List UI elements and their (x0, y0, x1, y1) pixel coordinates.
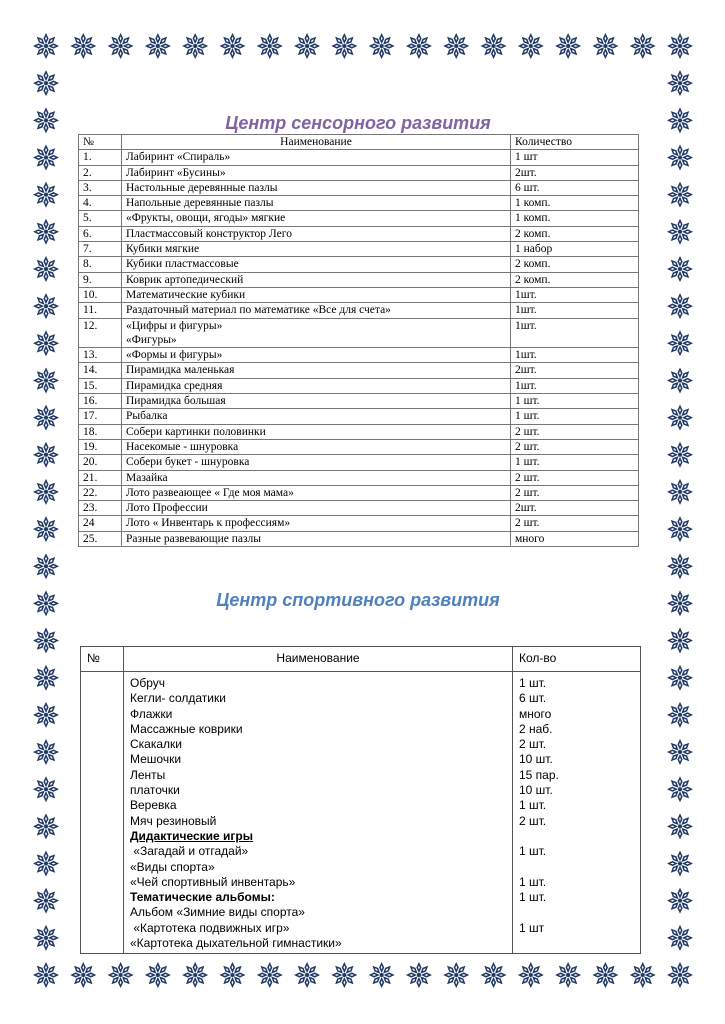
sport-item-name: Скакалки (130, 737, 182, 752)
table-row (79, 318, 639, 348)
sensory-center-title: Центр сенсорного развития (225, 113, 491, 133)
item-quantity: 2 комп. (511, 272, 639, 287)
snowflake-ornament-icon (667, 590, 693, 616)
snowflake-ornament-icon (257, 962, 283, 988)
sport-item-name: Тематические альбомы: (130, 890, 275, 905)
item-name-line: Разные развевающие пазлы (126, 532, 261, 545)
snowflake-ornament-icon (667, 665, 693, 691)
row-number: 4. (79, 196, 122, 211)
snowflake-ornament-icon (33, 516, 59, 542)
snowflake-ornament-icon (555, 962, 581, 988)
header-number: № (81, 647, 124, 672)
row-number: 7. (79, 242, 122, 257)
sport-item-name: Обруч (130, 676, 165, 690)
row-number: 1. (79, 150, 122, 165)
snowflake-ornament-icon (33, 330, 59, 356)
item-name (122, 272, 511, 287)
item-name (122, 165, 511, 180)
item-name-line: Кубики мягкие (126, 243, 200, 256)
table-row (79, 272, 639, 287)
sport-item-name: Массажные коврики (130, 721, 243, 736)
item-name-line: Лабиринт «Спираль» (126, 151, 231, 164)
item-name-line: Лото Профессии (126, 502, 208, 515)
item-name-line: Коврик артопедический (126, 273, 244, 286)
table-row (79, 470, 639, 485)
item-quantity: 1шт. (511, 378, 639, 393)
number-cell (81, 672, 124, 954)
snowflake-ornament-icon (33, 33, 59, 59)
snowflake-ornament-icon (667, 479, 693, 505)
item-name-line: Математические кубики (126, 288, 246, 301)
item-quantity: 1 комп. (511, 211, 639, 226)
item-quantity: 6 шт. (511, 180, 639, 195)
sport-item-quantity: 1 шт. (519, 798, 547, 813)
item-name (122, 531, 511, 546)
sport-item-quantity (519, 829, 634, 844)
row-number: 21. (79, 470, 122, 485)
header-quantity: Количество (511, 135, 639, 150)
item-quantity: 1шт. (511, 287, 639, 302)
table-row (79, 348, 639, 363)
sport-item-name: Кегли- солдатики (130, 691, 226, 706)
table-row (79, 409, 639, 424)
snowflake-ornament-icon (70, 962, 96, 988)
snowflake-ornament-icon (219, 962, 245, 988)
snowflake-ornament-icon (33, 405, 59, 431)
item-quantity: 2 комп. (511, 257, 639, 272)
item-name (122, 409, 511, 424)
row-number: 13. (79, 348, 122, 363)
snowflake-ornament-icon (33, 553, 59, 579)
snowflake-ornament-icon (667, 442, 693, 468)
snowflake-ornament-icon (182, 962, 208, 988)
sport-item-name: Мешочки (130, 752, 182, 767)
row-number: 14. (79, 363, 122, 378)
sport-item-quantity: 2 шт. (519, 737, 547, 752)
item-quantity: 2 шт. (511, 424, 639, 439)
item-name (122, 318, 511, 348)
row-number: 23. (79, 501, 122, 516)
sport-item-quantity: 6 шт. (519, 691, 547, 706)
sport-item-name: «Картотека подвижных игр» (130, 920, 290, 935)
snowflake-ornament-icon (667, 107, 693, 133)
item-quantity: 2шт. (511, 501, 639, 516)
snowflake-ornament-icon (667, 851, 693, 877)
snowflake-ornament-icon (33, 590, 59, 616)
snowflake-ornament-icon (406, 962, 432, 988)
item-name-line: Лабиринт «Бусины» (126, 166, 226, 179)
item-quantity: много (511, 531, 639, 546)
snowflake-ornament-icon (667, 628, 693, 654)
snowflake-ornament-icon (667, 70, 693, 96)
item-name-line: Собери букет - шнуровка (126, 456, 250, 469)
row-number: 17. (79, 409, 122, 424)
item-quantity: 2шт. (511, 363, 639, 378)
item-name (122, 485, 511, 500)
sport-item-name: «Картотека дыхательной гимнастики» (130, 936, 342, 951)
snowflake-ornament-icon (33, 776, 59, 802)
sport-item-name: «Чей спортивный инвентарь» (130, 874, 296, 889)
snowflake-ornament-icon (33, 219, 59, 245)
item-name-line: Лото « Инвентарь к профессиям» (126, 517, 291, 530)
snowflake-ornament-icon (33, 256, 59, 282)
item-name (122, 455, 511, 470)
snowflake-ornament-icon (667, 739, 693, 765)
item-name (122, 196, 511, 211)
item-name (122, 378, 511, 393)
header-name: Наименование (124, 647, 513, 672)
row-number: 16. (79, 394, 122, 409)
item-name-line: «Фрукты, овощи, ягоды» мягкие (126, 212, 286, 225)
sport-item-quantity: 10 шт. (519, 783, 553, 798)
snowflake-ornament-icon (33, 665, 59, 691)
item-name (122, 211, 511, 226)
item-quantity: 1 шт. (511, 455, 639, 470)
sport-item-name: Дидактические игры (130, 828, 253, 843)
item-name (122, 180, 511, 195)
item-name-line: Раздаточный материал по математике «Все для счета» (126, 304, 391, 317)
item-name (122, 226, 511, 241)
snowflake-ornament-icon (331, 33, 357, 59)
snowflake-ornament-icon (667, 330, 693, 356)
sport-item-quantity (519, 905, 634, 920)
item-name-line: Лото развеающее « Где моя мама» (126, 486, 294, 499)
snowflake-ornament-icon (294, 33, 320, 59)
table-row (79, 424, 639, 439)
snowflake-ornament-icon (667, 33, 693, 59)
table-row (79, 378, 639, 393)
table-row (79, 516, 639, 531)
snowflake-ornament-icon (33, 628, 59, 654)
snowflake-ornament-icon (108, 33, 134, 59)
row-number: 19. (79, 439, 122, 454)
item-name (122, 287, 511, 302)
item-quantity: 1шт. (511, 303, 639, 318)
item-quantity: 2 шт. (511, 470, 639, 485)
row-number: 18. (79, 424, 122, 439)
item-name (122, 424, 511, 439)
snowflake-ornament-icon (108, 962, 134, 988)
table-row (79, 455, 639, 470)
row-number: 11. (79, 303, 122, 318)
item-name (122, 470, 511, 485)
item-name-line: Собери картинки половинки (126, 425, 266, 438)
table-row (79, 242, 639, 257)
snowflake-ornament-icon (33, 888, 59, 914)
sport-item-quantity: много (519, 706, 552, 721)
quantities-cell (513, 672, 641, 954)
sport-center-title: Центр спортивного развития (216, 590, 500, 610)
item-name (122, 439, 511, 454)
row-number: 25. (79, 531, 122, 546)
sport-item-name: платочки (130, 783, 180, 798)
item-name (122, 363, 511, 378)
sport-item-name: Мяч резиновый (130, 813, 217, 828)
table-row (79, 531, 639, 546)
item-quantity: 2 шт. (511, 516, 639, 531)
snowflake-ornament-icon (667, 219, 693, 245)
snowflake-ornament-icon (369, 33, 395, 59)
snowflake-ornament-icon (667, 516, 693, 542)
snowflake-ornament-icon (667, 925, 693, 951)
item-quantity: 2 комп. (511, 226, 639, 241)
table-row (79, 257, 639, 272)
item-quantity: 1 шт (511, 150, 639, 165)
snowflake-ornament-icon (294, 962, 320, 988)
sport-item-name: «Загадай и отгадай» (130, 844, 249, 859)
header-quantity: Кол-во (513, 647, 641, 672)
snowflake-ornament-icon (33, 702, 59, 728)
item-name (122, 516, 511, 531)
item-name-line: Пирамидка большая (126, 395, 226, 408)
sport-item-quantity (519, 860, 634, 875)
item-name-line: «Фигуры» (126, 333, 177, 346)
snowflake-ornament-icon (667, 405, 693, 431)
item-name (122, 303, 511, 318)
snowflake-ornament-icon (70, 33, 96, 59)
header-name: Наименование (122, 135, 511, 150)
table-header-row (79, 135, 639, 150)
row-number: 6. (79, 226, 122, 241)
snowflake-ornament-icon (257, 33, 283, 59)
item-name (122, 501, 511, 516)
item-name-line: Кубики пластмассовые (126, 258, 239, 271)
snowflake-ornament-icon (182, 33, 208, 59)
snowflake-ornament-icon (369, 962, 395, 988)
snowflake-ornament-icon (145, 962, 171, 988)
snowflake-ornament-icon (33, 442, 59, 468)
table-row (81, 672, 641, 954)
item-quantity: 2 шт. (511, 439, 639, 454)
row-number: 22. (79, 485, 122, 500)
snowflake-ornament-icon (630, 962, 656, 988)
item-quantity: 1 комп. (511, 196, 639, 211)
item-name-line: Рыбалка (126, 410, 168, 423)
row-number: 20. (79, 455, 122, 470)
item-name-line: «Формы и фигуры» (126, 349, 223, 362)
sport-item-quantity: 1 шт. (519, 676, 547, 690)
item-quantity: 1 набор (511, 242, 639, 257)
table-header-row (81, 647, 641, 672)
row-number: 12. (79, 318, 122, 348)
row-number: 2. (79, 165, 122, 180)
table-row (79, 363, 639, 378)
snowflake-ornament-icon (145, 33, 171, 59)
sport-item-quantity: 1 шт. (519, 844, 547, 859)
table-row (79, 303, 639, 318)
item-quantity: 2шт. (511, 165, 639, 180)
sensory-inventory-table (78, 134, 639, 547)
sport-item-quantity: 2 шт. (519, 813, 547, 828)
snowflake-ornament-icon (667, 813, 693, 839)
table-row (79, 485, 639, 500)
sport-item-name: Веревка (130, 798, 177, 813)
sport-inventory-table (80, 646, 641, 954)
item-name-line: Мазайка (126, 471, 168, 484)
snowflake-ornament-icon (33, 479, 59, 505)
snowflake-ornament-icon (518, 962, 544, 988)
row-number: 24 (79, 516, 122, 531)
table-row (79, 180, 639, 195)
row-number: 5. (79, 211, 122, 226)
item-quantity: 1 шт. (511, 409, 639, 424)
sport-item-quantity (519, 936, 634, 951)
snowflake-ornament-icon (667, 182, 693, 208)
item-name-line: Пирамидка средняя (126, 379, 223, 392)
snowflake-ornament-icon (481, 33, 507, 59)
sport-item-quantity: 1 шт. (519, 890, 547, 905)
snowflake-ornament-icon (630, 33, 656, 59)
item-name-line: «Цифры и фигуры» (126, 319, 223, 332)
item-quantity: 1шт. (511, 348, 639, 363)
row-number: 10. (79, 287, 122, 302)
snowflake-ornament-icon (518, 33, 544, 59)
snowflake-ornament-icon (667, 256, 693, 282)
snowflake-ornament-icon (667, 702, 693, 728)
sport-item-name: Ленты (130, 767, 166, 782)
snowflake-ornament-icon (33, 144, 59, 170)
snowflake-ornament-icon (33, 107, 59, 133)
sport-item-quantity: 10 шт. (519, 752, 553, 767)
snowflake-ornament-icon (667, 888, 693, 914)
item-name (122, 257, 511, 272)
item-name-line: Настольные деревянные пазлы (126, 181, 278, 194)
item-quantity: 1шт. (511, 318, 639, 348)
table-row (79, 150, 639, 165)
sport-item-quantity: 2 наб. (519, 721, 553, 736)
snowflake-ornament-icon (592, 962, 618, 988)
item-name (122, 394, 511, 409)
snowflake-ornament-icon (33, 962, 59, 988)
table-row (79, 196, 639, 211)
item-name-line: Насекомые - шнуровка (126, 440, 239, 453)
sport-item-name: Флажки (130, 706, 173, 721)
snowflake-ornament-icon (33, 367, 59, 393)
table-row (79, 394, 639, 409)
snowflake-ornament-icon (33, 925, 59, 951)
names-cell (124, 672, 513, 954)
item-quantity: 1 шт. (511, 394, 639, 409)
row-number: 9. (79, 272, 122, 287)
row-number: 3. (79, 180, 122, 195)
table-row (79, 287, 639, 302)
snowflake-ornament-icon (33, 851, 59, 877)
snowflake-ornament-icon (443, 33, 469, 59)
row-number: 15. (79, 378, 122, 393)
snowflake-ornament-icon (331, 962, 357, 988)
snowflake-ornament-icon (33, 293, 59, 319)
sport-item-name: «Виды спорта» (130, 859, 215, 874)
snowflake-ornament-icon (667, 293, 693, 319)
snowflake-ornament-icon (443, 962, 469, 988)
item-name (122, 150, 511, 165)
item-name-line: Напольные деревянные пазлы (126, 197, 274, 210)
snowflake-ornament-icon (667, 144, 693, 170)
sport-item-quantity: 1 шт (519, 920, 545, 935)
sport-item-quantity: 15 пар. (519, 767, 559, 782)
snowflake-ornament-icon (33, 70, 59, 96)
snowflake-ornament-icon (33, 813, 59, 839)
snowflake-ornament-icon (406, 33, 432, 59)
item-name-line: Пирамидка маленькая (126, 364, 235, 377)
sport-item-name: Альбом «Зимние виды спорта» (130, 905, 305, 920)
item-name (122, 348, 511, 363)
table-row (79, 165, 639, 180)
snowflake-ornament-icon (555, 33, 581, 59)
snowflake-ornament-icon (219, 33, 245, 59)
table-row (79, 211, 639, 226)
table-row (79, 501, 639, 516)
row-number: 8. (79, 257, 122, 272)
item-quantity: 2 шт. (511, 485, 639, 500)
snowflake-ornament-icon (481, 962, 507, 988)
snowflake-ornament-icon (33, 182, 59, 208)
item-name-line: Пластмассовый конструктор Лего (126, 227, 292, 240)
snowflake-ornament-icon (667, 776, 693, 802)
table-row (79, 226, 639, 241)
snowflake-ornament-icon (667, 962, 693, 988)
snowflake-ornament-icon (667, 553, 693, 579)
table-row (79, 439, 639, 454)
snowflake-ornament-icon (667, 367, 693, 393)
sport-item-quantity: 1 шт. (519, 874, 547, 889)
item-name (122, 242, 511, 257)
header-number: № (79, 135, 122, 150)
snowflake-ornament-icon (33, 739, 59, 765)
snowflake-ornament-icon (592, 33, 618, 59)
